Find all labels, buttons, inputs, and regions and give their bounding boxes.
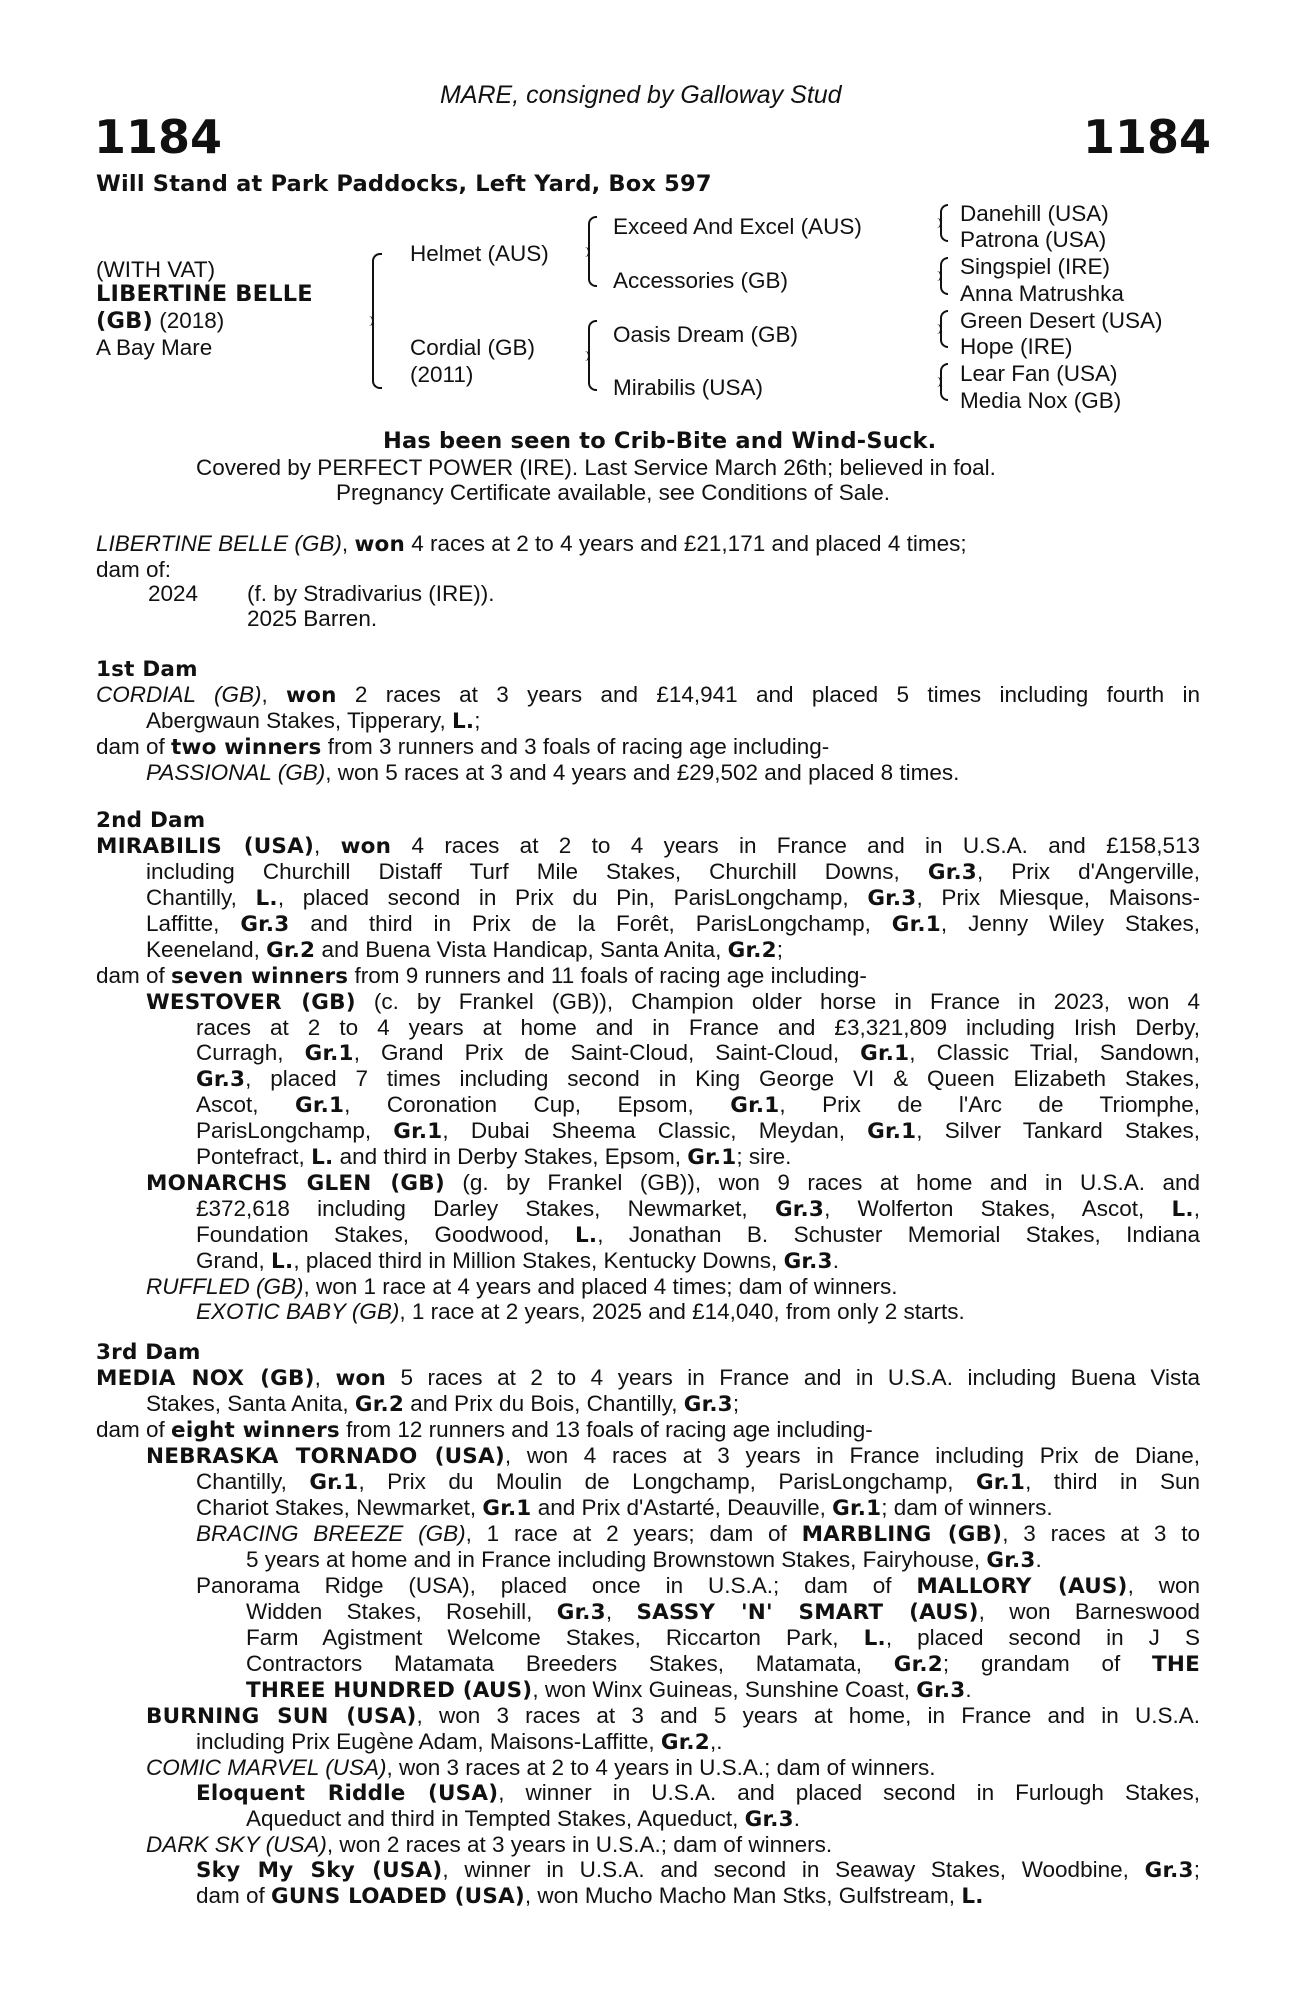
dam: Cordial (GB) xyxy=(410,335,536,360)
dam-dam: Mirabilis (USA) xyxy=(613,375,764,400)
third-dam-text: MEDIA NOX (GB), won 5 races at 2 to 4 years in France and in U.S.A. including Buena Vista Stakes, Santa Anita, Gr.2 and Prix du Bois, Chantilly, Gr.3; dam of eight winners from 12 runners and 13 foals of racing age including- NEBRASKA TORNADO (USA), won 4 races at 3 years in France including Prix de Diane, Chantilly, Gr.1, Prix du Moulin de Longchamp, ParisLongchamp, Gr.1, third in Sun Chariot Stakes, Newmarket, Gr.1 and Prix d'Astarté, Deauville, Gr.1; dam of winners. BRACING BREEZE (GB), 1 race at 2 years; dam of MARBLING (GB), 3 races at 3 to 5 years at home and in France including Brownstown Stakes, Fairyhouse, Gr.3. Panorama Ridge (USA), placed once in U.S.A.; dam of MALLORY (AUS), won Widden Stakes, Rosehill, Gr.3, SASSY 'N' SMART (AUS), won Barneswood Farm Agistment Welcome Stakes, Riccarton Park, L., placed second in J S Contractors Matamata Breeders Stakes, Matamata, Gr.2; grandam of THE THREE HUNDRED (AUS), won Winx Guineas, Sunshine Coast, Gr.3. BURNING SUN (USA), won 3 races at 3 and 5 years at home, in France and in U.S.A. including Prix Eugène Adam, Maisons-Laffitte, Gr.2,. COMIC MARVEL (USA), won 3 races at 2 to 4 years in U.S.A.; dam of winners. Eloquent Riddle (USA), winner in U.S.A. and placed second in Furlough Stakes, Aqueduct and third in Tempted Stakes, Aqueduct, Gr.3. DARK SKY (USA), won 2 races at 3 years in U.S.A.; dam of winners. Sky My Sky (USA), winner in U.S.A. and second in Seaway Stakes, Woodbine, Gr.3; dam of GUNS LOADED (USA), won Mucho Macho Man Stks, Gulfstream, L. xyxy=(96,1365,1201,1909)
dam-year: (2011) xyxy=(410,362,474,387)
ssd: Patrona (USA) xyxy=(960,227,1107,252)
produce-2025: 2025 Barren. xyxy=(247,606,378,631)
first-dam-text: CORDIAL (GB), won 2 races at 3 years and £14,941 and placed 5 times including fourth in Abergwaun Stakes, Tipperary, L.; dam of two winners from 3 runners and 3 foals of racing age including- PASSIONAL (GB), won 5 races at 3 and 4 years and £29,502 and placed 8 times. xyxy=(96,682,1200,785)
mare-record: LIBERTINE BELLE (GB), won 4 races at 2 to 4 years and £21,171 and placed 4 times; dam of: xyxy=(96,531,967,582)
sdd: Anna Matrushka xyxy=(960,281,1124,306)
dds: Lear Fan (USA) xyxy=(960,361,1118,386)
second-dam-text: MIRABILIS (USA), won 4 races at 2 to 4 years in France and in U.S.A. and £158,513 including Churchill Distaff Turf Mile Stakes, Churchill Downs, Gr.3, Prix d'Angerville, Chantilly, L., placed second in Prix du Pin, ParisLongchamp, Gr.3, Prix Miesque, Maisons- Laffitte, Gr.3 and third in Prix de la Forêt, ParisLongchamp, Gr.1, Jenny Wiley Stakes, Keeneland, Gr.2 and Buena Vista Handicap, Santa Anita, Gr.2; dam of seven winners from 9 runners and 11 foals of racing age including- WESTOVER (GB) (c. by Frankel (GB)), Champion older horse in France in 2023, won 4 races at 2 to 4 years at home and in France and £3,321,809 including Irish Derby, Curragh, Gr.1, Grand Prix de Saint-Cloud, Saint-Cloud, Gr.1, Classic Trial, Sandown, Gr.3, placed 7 times including second in King George VI & Queen Elizabeth Stakes, Ascot, Gr.1, Coronation Cup, Epsom, Gr.1, Prix de l'Arc de Triomphe, ParisLongchamp, Gr.1, Dubai Sheema Classic, Meydan, Gr.1, Silver Tankard Stakes, Pontefract, L. and third in Derby Stakes, Epsom, Gr.1; sire. MONARCHS GLEN (GB) (g. by Frankel (GB)), won 9 races at home and in U.S.A. and £372,618 including Darley Stakes, Newmarket, Gr.3, Wolferton Stakes, Ascot, L., Foundation Stakes, Goodwood, L., Jonathan B. Schuster Memorial Stakes, Indiana Grand, L., placed third in Million Stakes, Kentucky Downs, Gr.3. RUFFLED (GB), won 1 race at 4 years and placed 4 times; dam of winners. EXOTIC BABY (GB), 1 race at 2 years, 2025 and £14,040, from only 2 starts. xyxy=(96,833,1201,1324)
sire-dam: Accessories (GB) xyxy=(613,268,789,293)
brace-sire xyxy=(588,216,597,287)
dss: Green Desert (USA) xyxy=(960,308,1163,333)
sire: Helmet (AUS) xyxy=(410,241,549,266)
brace-dd xyxy=(940,363,948,401)
brace-ss xyxy=(940,204,948,242)
second-dam-heading: 2nd Dam xyxy=(96,808,206,833)
lot-number-left: 1184 xyxy=(94,110,223,164)
brace-gen1 xyxy=(372,253,382,389)
first-dam-heading: 1st Dam xyxy=(96,657,198,682)
lot-number-right: 1184 xyxy=(1083,110,1212,164)
ddd: Media Nox (GB) xyxy=(960,388,1122,413)
sds: Singspiel (IRE) xyxy=(960,254,1111,279)
produce-year-2024: 2024 xyxy=(148,581,199,606)
produce-2024: (f. by Stradivarius (IRE)). xyxy=(247,581,495,606)
horse-description: A Bay Mare xyxy=(96,335,213,360)
pregnancy-note: Pregnancy Certificate available, see Conditions of Sale. xyxy=(336,480,891,505)
third-dam-heading: 3rd Dam xyxy=(96,1340,201,1365)
horse-name: LIBERTINE BELLE xyxy=(96,281,313,307)
vice-note: Has been seen to Crib-Bite and Wind-Suck. xyxy=(383,428,937,454)
dsd: Hope (IRE) xyxy=(960,334,1073,359)
dam-sire: Oasis Dream (GB) xyxy=(613,322,799,347)
sire-sire: Exceed And Excel (AUS) xyxy=(613,214,862,239)
horse-country: (GB) xyxy=(96,308,153,334)
horse-year: (2018) xyxy=(159,308,225,333)
brace-ds xyxy=(940,310,948,348)
page-subtitle: MARE, consigned by Galloway Stud xyxy=(440,81,842,109)
horse-origin-year xyxy=(96,308,224,334)
brace-dam xyxy=(588,320,597,391)
brace-sd xyxy=(940,257,948,295)
stand-location: Will Stand at Park Paddocks, Left Yard, Box 597 xyxy=(96,171,712,197)
sss: Danehill (USA) xyxy=(960,201,1109,226)
covered-note: Covered by PERFECT POWER (IRE). Last Service March 26th; believed in foal. xyxy=(196,455,996,480)
vat-label: (WITH VAT) xyxy=(96,257,216,282)
